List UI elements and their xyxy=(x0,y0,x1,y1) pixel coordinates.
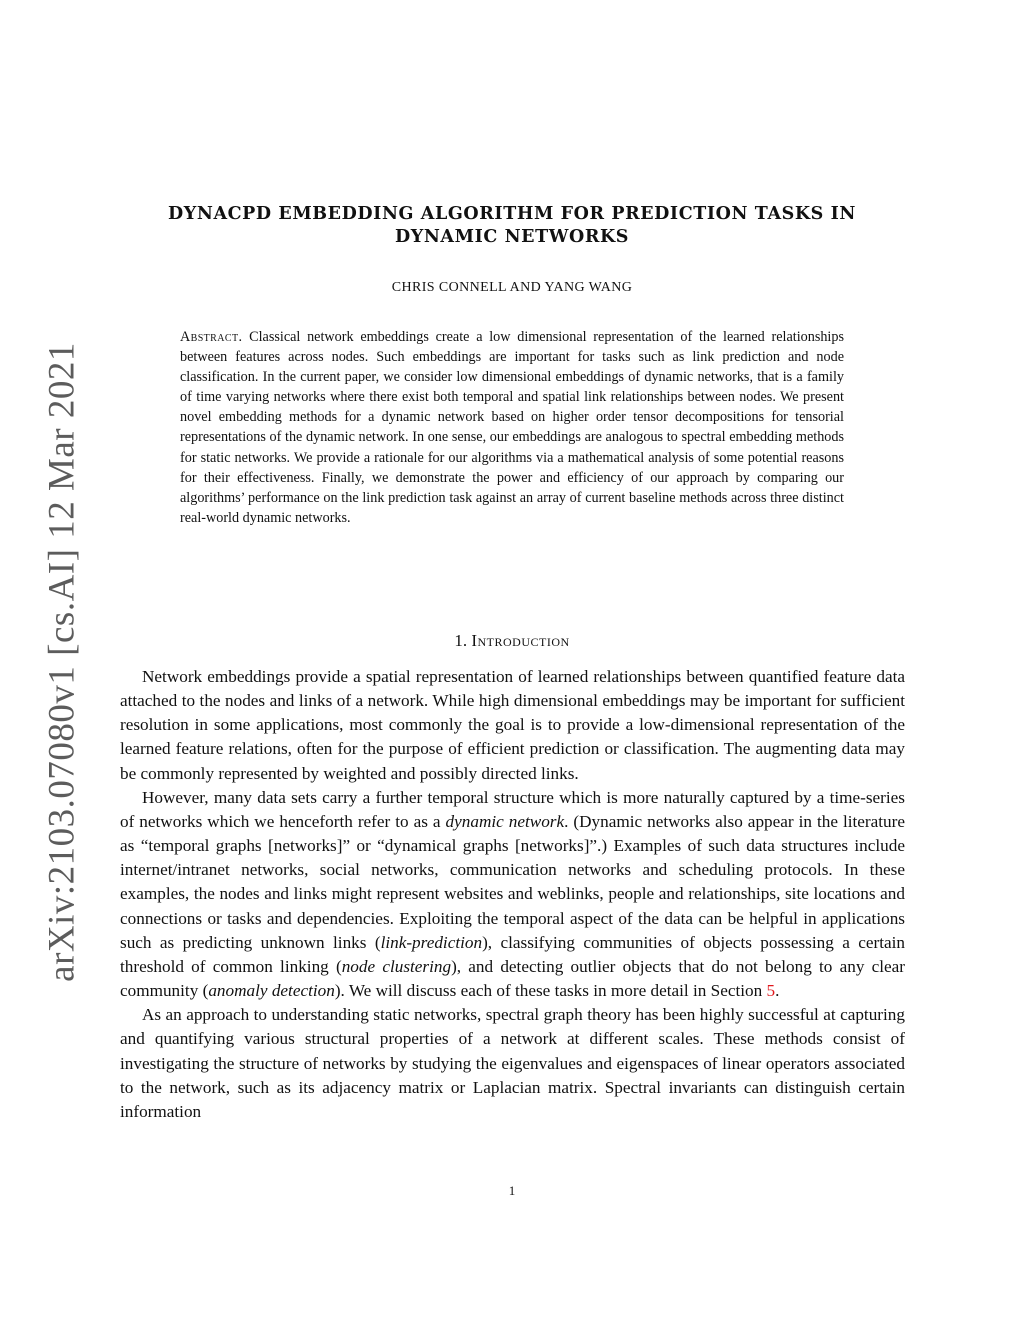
arxiv-identifier: arXiv:2103.07080v1 [cs.AI] 12 Mar 2021 xyxy=(41,342,83,982)
p2-text-5: ). We will discuss each of these tasks in more detail in Section xyxy=(334,981,767,1001)
paragraph-3: As an approach to understanding static networks, spectral graph theory has been highly successful at capturing and quantifying various structural properties of a network at different scales. These methods consist of investigating the structure of networks by studying the eigenvalues and eigenspaces of linear operators associated to the network, such as its adjacency matrix or Laplacian matrix. Spectral invariants can distinguish certain information xyxy=(120,1005,905,1121)
p2-text-4: ), and detecting outlier objects that do not belong to any clear community ( xyxy=(120,956,906,1001)
paragraph-2 xyxy=(120,786,905,1003)
abstract-heading: Abstract. xyxy=(180,329,243,345)
title-line-2: DYNAMIC NETWORKS xyxy=(394,227,630,247)
section-title-text: Introduction xyxy=(471,631,570,650)
abstract-text: Classical network embeddings create a low dimensional representation of the learned relationships between features across nodes. Such embeddings are important for tasks such as link prediction and node classification. In the current paper, we consider low dimensional embeddings of dynamic networks, that is a family of time varying networks where there exist both temporal and spatial link relationships between nodes. We present novel embedding methods for a dynamic network based on higher order tensor decompositions for tensorial representations of the dynamic network. In one sense, our embeddings are analogous to spectral embedding methods for static networks. We provide a rationale for our algorithms via a mathematical analysis of some potential reasons for their effectiveness. Finally, we demonstrate the power and efficiency of our approach by comparing our algorithms’ performance on the link prediction task against an array of current baseline methods across three distinct real-world dynamic networks. xyxy=(180,329,844,526)
p2-text-1: However, many data sets carry a further temporal structure which is more naturally captured by a time-series of networks which we henceforth refer to as a xyxy=(120,787,905,831)
p2-emphasis-link-prediction: link-prediction xyxy=(380,932,483,952)
title-line-1: DYNACPD EMBEDDING ALGORITHM FOR PREDICTION TASKS IN xyxy=(167,204,856,224)
p2-text-6: . xyxy=(775,981,780,1001)
section-number: 1. xyxy=(454,631,468,650)
section-heading xyxy=(120,631,904,651)
paper-title xyxy=(120,203,904,249)
abstract xyxy=(180,327,844,528)
paragraph-1: Network embeddings provide a spatial representation of learned relationships between quantified feature data attached to the nodes and links of a network. While high dimensional embeddings may be important for sufficient resolution in some applications, most commonly the goal is to provide a low-dimensional representation of the learned feature relations, often for the purpose of efficient prediction or classification. The augmenting data may be commonly represented by weighted and possibly directed links. xyxy=(120,667,905,783)
p2-emphasis-anomaly-detection: anomaly detection xyxy=(208,981,335,1001)
author-list: CHRIS CONNELL AND YANG WANG xyxy=(391,280,633,295)
page-number: 1 xyxy=(508,1183,516,1198)
p2-text-2: . (Dynamic networks also appear in the literature as “temporal graphs [networks]” or “dynamical graphs [networks]”.) Examples of such data structures include internet/intranet networks, social networks, communication networks and scheduling protocols. In these examples, the nodes and links might represent websites and weblinks, people and relationships, site locations and connections or tasks and dependencies. Exploiting the temporal aspect of the data can be helpful in applications such as predicting unknown links ( xyxy=(120,811,905,952)
p2-emphasis-dynamic-network: dynamic network xyxy=(445,811,565,831)
p2-emphasis-node-clustering: node clustering xyxy=(341,956,452,976)
introduction-body xyxy=(120,665,905,1124)
p2-text-3: ), classifying communities of objects possessing a certain threshold of common linking ( xyxy=(120,932,905,976)
section-reference-link[interactable]: 5 xyxy=(766,981,776,1001)
